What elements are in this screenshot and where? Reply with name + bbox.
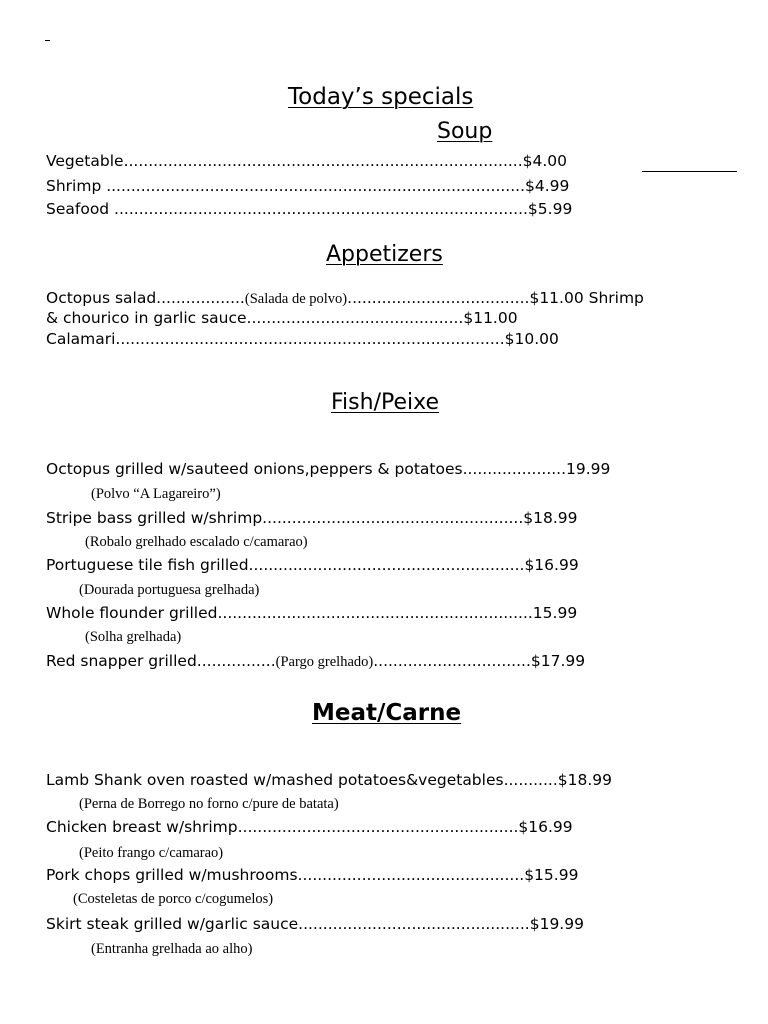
fish-item-note: (Solha grelhada)	[85, 629, 182, 645]
appetizers-heading: Appetizers	[326, 242, 443, 267]
fish-item: Portuguese tile fish grilled........................................................$16.99	[46, 556, 579, 574]
item-name: Red snapper grilled	[46, 652, 197, 670]
leader-dots: ................................	[373, 652, 531, 670]
fish-item: Whole flounder grilled................................................................15.99	[46, 604, 578, 622]
meat-item-note: (Costeletas de porco c/cogumelos)	[73, 891, 274, 907]
fish-item: Stripe bass grilled w/shrimp.....................................................$18.99	[46, 509, 578, 527]
stray-mark	[45, 40, 50, 41]
meat-item: Lamb Shank oven roasted w/mashed potatoes&vegetables...........$18.99	[46, 771, 612, 789]
leader-dots: .....................................	[347, 289, 530, 307]
portuguese-name: (Salada de polvo)	[244, 291, 348, 307]
appetizer-item-octopus-salad	[46, 289, 644, 308]
leader-dots: ..................	[156, 289, 245, 307]
meat-item-note: (Peito frango c/camarao)	[79, 845, 224, 861]
meat-item: Skirt steak grilled w/garlic sauce...............................................$19.99	[46, 915, 584, 933]
portuguese-name: (Pargo grelhado)	[275, 654, 374, 670]
underline-rule	[642, 171, 737, 172]
fish-heading: Fish/Peixe	[331, 390, 439, 415]
meat-item-note: (Perna de Borrego no forno c/pure de batata)	[79, 796, 339, 812]
fish-item-note: (Dourada portuguesa grelhada)	[79, 582, 260, 598]
page-title: Today’s specials	[288, 84, 474, 110]
soup-item-seafood: Seafood ....................................................................................$5.99	[46, 200, 573, 218]
item-price: $11.00 Shrimp	[529, 289, 644, 307]
fish-item-note: (Robalo grelhado escalado c/camarao)	[85, 534, 308, 550]
item-price: $17.99	[530, 652, 586, 670]
fish-item-note: (Polvo “A Lagareiro”)	[91, 486, 221, 502]
meat-item: Chicken breast w/shrimp.........................................................$16.99	[46, 818, 573, 836]
fish-item-red-snapper	[46, 652, 585, 671]
meat-heading: Meat/Carne	[312, 700, 462, 726]
soup-heading: Soup	[437, 119, 493, 144]
fish-item: Octopus grilled w/sauteed onions,peppers & potatoes.....................19.99	[46, 460, 611, 478]
leader-dots: ................	[196, 652, 276, 670]
appetizer-item-shrimp-chourico: & chourico in garlic sauce............................................$11.00	[46, 309, 518, 327]
item-name: Octopus salad	[46, 289, 157, 307]
soup-item-shrimp: Shrimp .....................................................................................$4.99	[46, 177, 570, 195]
meat-item-note: (Entranha grelhada ao alho)	[91, 941, 253, 957]
appetizer-item-calamari: Calamari...............................................................................$10.00	[46, 330, 559, 348]
meat-item: Pork chops grilled w/mushrooms..............................................$15.99	[46, 866, 579, 884]
soup-item-vegetable: Vegetable.................................................................................$4.00	[46, 152, 568, 170]
